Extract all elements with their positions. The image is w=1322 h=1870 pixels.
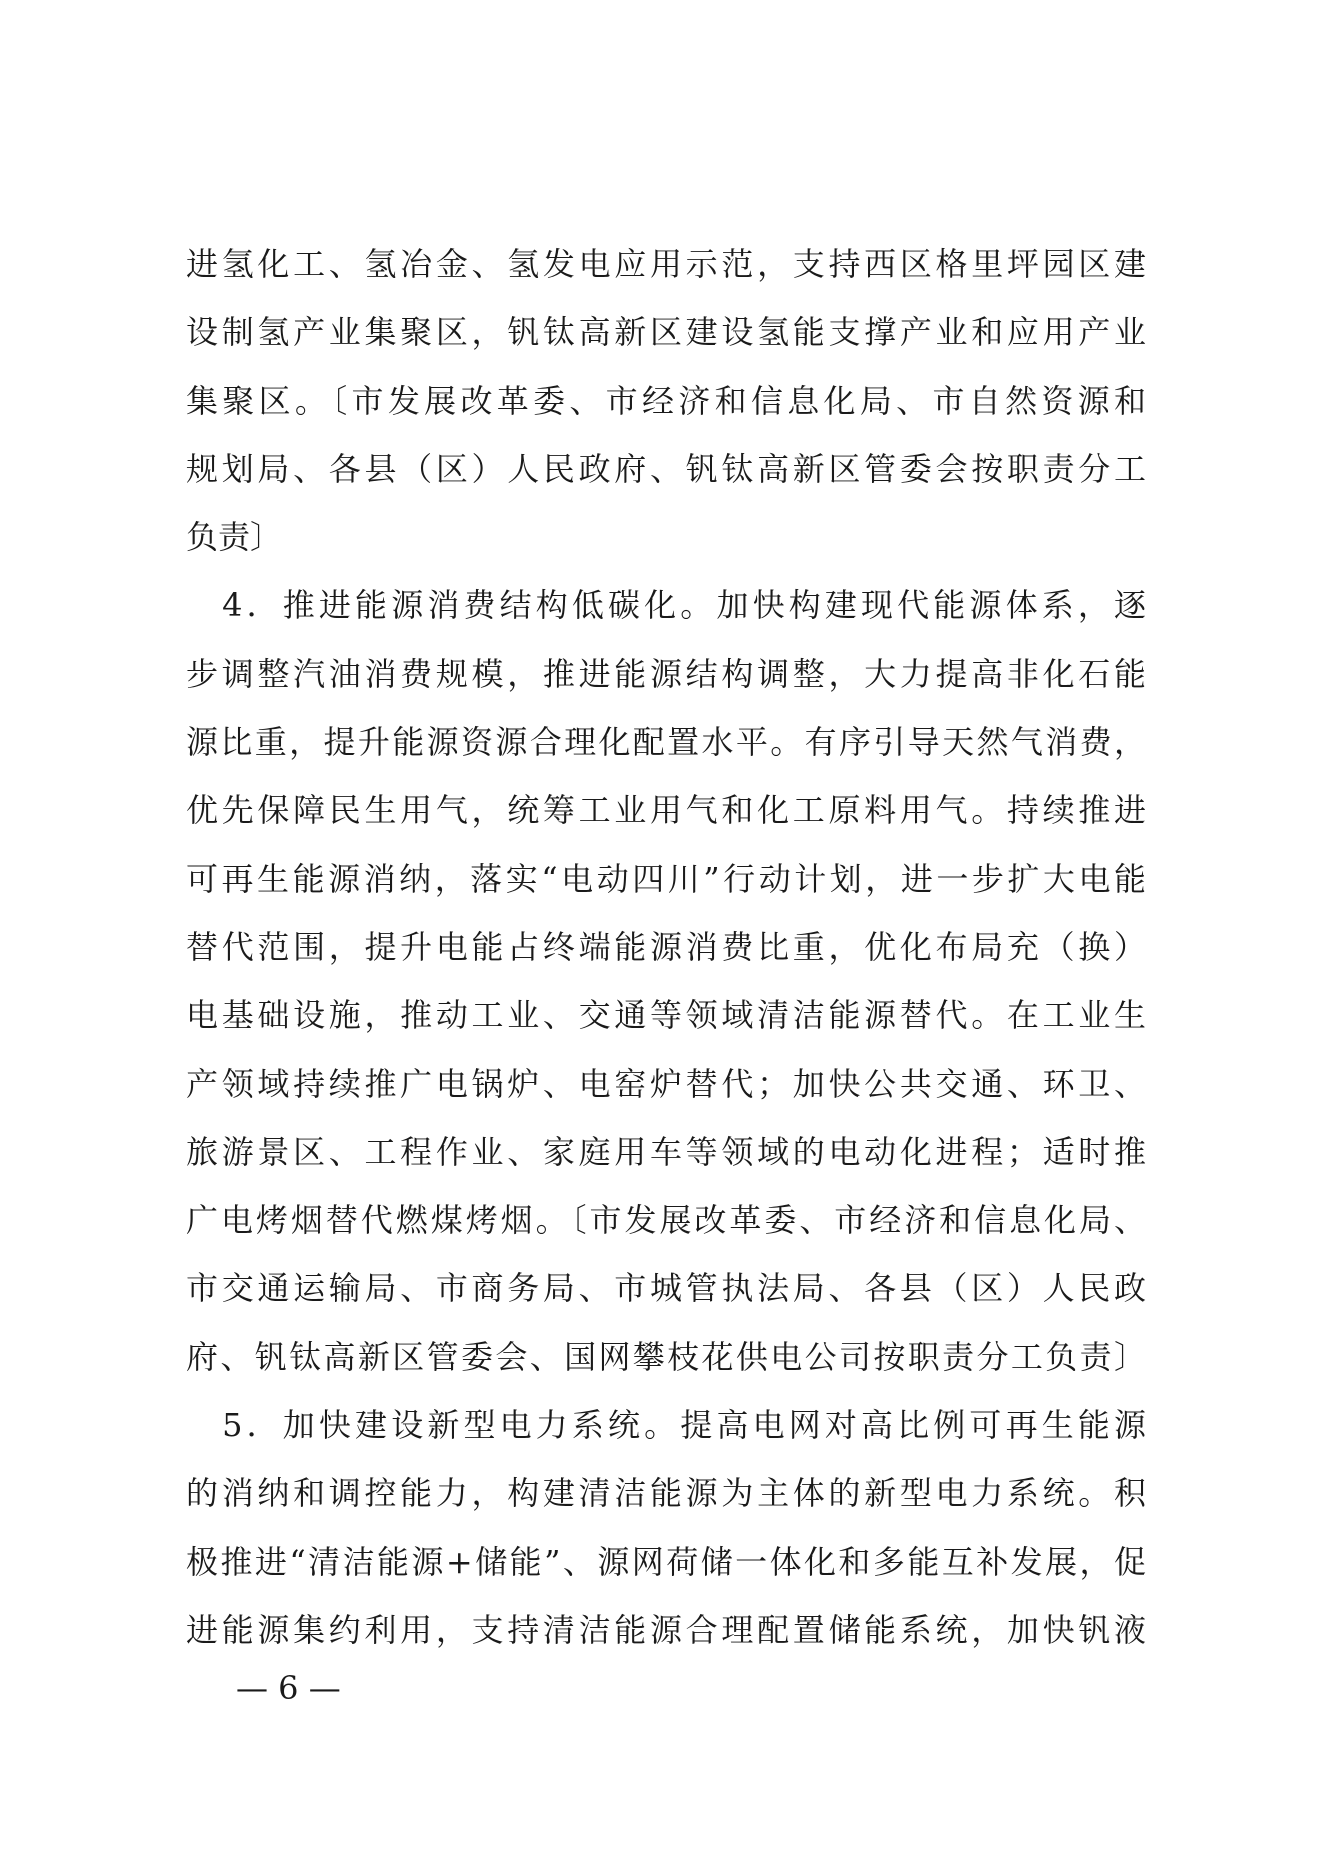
text-line: 负责〕 <box>186 518 283 557</box>
text-line: 的消纳和调控能力，构建清洁能源为主体的新型电力系统。积 <box>186 1474 1146 1513</box>
text-line: 市交通运输局、市商务局、市城管执法局、各县（区）人民政 <box>186 1269 1146 1308</box>
text-line: 替代范围，提升电能占终端能源消费比重，优化布局充（换） <box>186 927 1146 966</box>
text-line: 进能源集约利用，支持清洁能源合理配置储能系统，加快钒液 <box>186 1610 1146 1649</box>
text-line: 规划局、各县（区）人民政府、钒钛高新区管委会按职责分工 <box>186 449 1146 488</box>
page-number: — 6 — <box>236 1669 341 1707</box>
text-line: 集聚区。〔市发展改革委、市经济和信息化局、市自然资源和 <box>186 381 1146 420</box>
text-line: 步调整汽油消费规模，推进能源结构调整，大力提高非化石能 <box>186 654 1146 693</box>
text-line: 进氢化工、氢冶金、氢发电应用示范，支持西区格里坪园区建 <box>186 245 1146 283</box>
paragraph-start-line: 5．加快建设新型电力系统。提高电网对高比例可再生能源 <box>186 1406 1146 1445</box>
text-line: 产领域持续推广电锅炉、电窑炉替代；加快公共交通、环卫、 <box>186 1064 1146 1103</box>
text-line: 旅游景区、工程作业、家庭用车等领域的电动化进程；适时推 <box>186 1132 1146 1171</box>
text-line: 源比重，提升能源资源合理化配置水平。有序引导天然气消费， <box>186 723 1146 762</box>
text-line: 电基础设施，推动工业、交通等领域清洁能源替代。在工业生 <box>186 996 1146 1035</box>
paragraph-start-line: 4．推进能源消费结构低碳化。加快构建现代能源体系，逐 <box>186 586 1146 625</box>
body-text <box>186 230 1146 1664</box>
text-line: 可再生能源消纳，落实“电动四川”行动计划，进一步扩大电能 <box>186 859 1146 898</box>
text-line: 设制氢产业集聚区，钒钛高新区建设氢能支撑产业和应用产业 <box>186 313 1146 352</box>
text-line: 广电烤烟替代燃煤烤烟。〔市发展改革委、市经济和信息化局、 <box>186 1201 1146 1240</box>
text-line: 府、钒钛高新区管委会、国网攀枝花供电公司按职责分工负责〕 <box>186 1337 1146 1376</box>
text-line: 优先保障民生用气，统筹工业用气和化工原料用气。持续推进 <box>186 791 1146 830</box>
text-line: 极推进“清洁能源+储能”、源网荷储一体化和多能互补发展，促 <box>186 1542 1146 1581</box>
